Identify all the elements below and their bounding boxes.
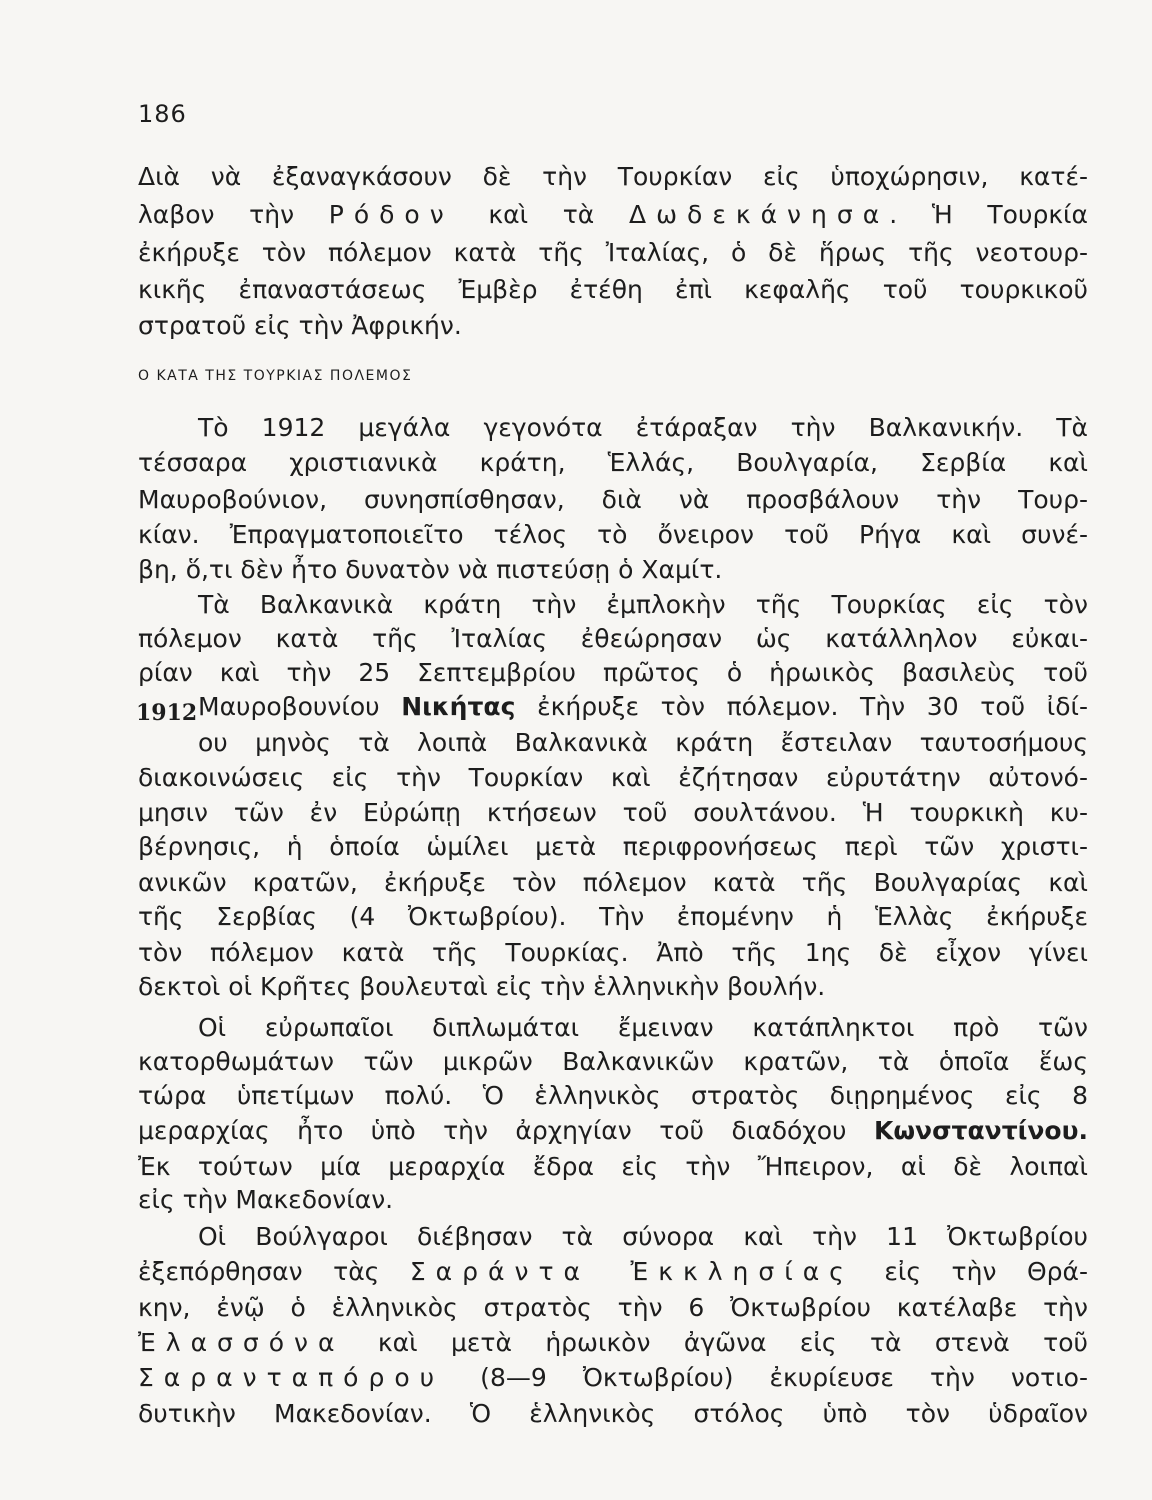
text-line: Σαρανταπόρου (8—9 Ὀκτωβρίου) ἐκυρίευσε τὴν νοτιο-: [138, 1363, 1088, 1392]
emphasized-place: Ἐλασσόνα: [138, 1328, 345, 1357]
text-line: ἐκήρυξε τὸν πόλεμον κατὰ τῆς Ἰταλίας, ὁ δὲ ἥρως τῆς νεοτουρ-: [138, 238, 1088, 267]
text-line: Οἱ εὐρωπαῖοι διπλωμάται ἔμειναν κατάπληκτοι πρὸ τῶν: [198, 1013, 1088, 1042]
text-line: ἐξεπόρθησαν τὰς Σαράντα Ἐκκλησίας εἰς τὴν Θρά-: [138, 1257, 1088, 1286]
section-heading: Ο ΚΑΤΑ ΤΗΣ ΤΟΥΡΚΙΑΣ ΠΟΛΕΜΟΣ: [138, 368, 413, 384]
text-line: Διὰ νὰ ἐξαναγκάσουν δὲ τὴν Τουρκίαν εἰς ὑποχώρησιν, κατέ-: [138, 162, 1088, 191]
text-line: δεκτοὶ οἱ Κρῆτες βουλευταὶ εἰς τὴν ἑλληνικὴν βουλήν.: [138, 972, 826, 1001]
text-line: Οἱ Βούλγαροι διέβησαν τὰ σύνορα καὶ τὴν 11 Ὀκτωβρίου: [198, 1222, 1088, 1251]
emphasized-place: Σαράντα Ἐκκλησίας: [409, 1257, 854, 1286]
text-line: κατορθωμάτων τῶν μικρῶν Βαλκανικῶν κρατῶν, τὰ ὁποῖα ἕως: [138, 1047, 1088, 1076]
text-line: Τὸ 1912 μεγάλα γεγονότα ἐτάραξαν τὴν Βαλκανικήν. Τὰ: [198, 413, 1088, 442]
text-line: κην, ἐνῷ ὁ ἑλληνικὸς στρατὸς τὴν 6 Ὀκτωβρίου κατέλαβε τὴν: [138, 1293, 1088, 1322]
emphasized-place: Ρόδον: [328, 200, 454, 229]
text-line: Μαυροβουνίου Νικήτας ἐκήρυξε τὸν πόλεμον. Τὴν 30 τοῦ ἰδί-: [198, 692, 1088, 721]
text-line: πόλεμον κατὰ τῆς Ἰταλίας ἐθεώρησαν ὡς κατάλληλον εὐκαι-: [138, 624, 1088, 653]
emphasized-place: Δωδεκάνησα: [628, 200, 890, 229]
emphasized-name: Κωνσταντίνου.: [873, 1116, 1088, 1145]
text-line: τέσσαρα χριστιανικὰ κράτη, Ἑλλάς, Βουλγαρία, Σερβία καὶ: [138, 448, 1088, 477]
text-line: τὸν πόλεμον κατὰ τῆς Τουρκίας. Ἀπὸ τῆς 1ης δὲ εἶχον γίνει: [138, 938, 1088, 967]
text-line: εἰς τὴν Μακεδονίαν.: [138, 1185, 394, 1214]
text-line: ρίαν καὶ τὴν 25 Σεπτεμβρίου πρῶτος ὁ ἡρωικὸς βασιλεὺς τοῦ: [138, 658, 1088, 687]
margin-year: 1912: [136, 700, 198, 726]
text-line: βέρνησις, ἡ ὁποία ὡμίλει μετὰ περιφρονήσεως περὶ τῶν χριστι-: [138, 832, 1088, 861]
text-line: τώρα ὑπετίμων πολύ. Ὁ ἑλληνικὸς στρατὸς διῃρημένος εἰς 8: [138, 1081, 1088, 1110]
emphasized-name: Νικήτας: [401, 692, 516, 721]
text-line: τῆς Σερβίας (4 Ὀκτωβρίου). Τὴν ἐπομένην ἡ Ἑλλὰς ἐκήρυξε: [138, 902, 1088, 931]
page-number: 186: [138, 100, 187, 128]
text-line: λαβον τὴν Ρόδον καὶ τὰ Δωδεκάνησα. Ἡ Τουρκία: [138, 200, 1088, 229]
text-line: Ἐλασσόνα καὶ μετὰ ἡρωικὸν ἀγῶνα εἰς τὰ στενὰ τοῦ: [138, 1328, 1088, 1357]
text-line: ανικῶν κρατῶν, ἐκήρυξε τὸν πόλεμον κατὰ τῆς Βουλγαρίας καὶ: [138, 868, 1088, 897]
text-line: μησιν τῶν ἐν Εὐρώπῃ κτήσεων τοῦ σουλτάνου. Ἡ τουρκικὴ κυ-: [138, 798, 1088, 827]
text-line: βη, ὅ,τι δὲν ἦτο δυνατὸν νὰ πιστεύσῃ ὁ Χαμίτ.: [138, 555, 723, 584]
text-line: κικῆς ἐπαναστάσεως Ἐμβὲρ ἐτέθη ἐπὶ κεφαλῆς τοῦ τουρκικοῦ: [138, 275, 1088, 304]
text-line: Μαυροβούνιον, συνησπίσθησαν, διὰ νὰ προσβάλουν τὴν Τουρ-: [138, 485, 1088, 514]
text-line: κίαν. Ἐπραγματοποιεῖτο τέλος τὸ ὄνειρον τοῦ Ρήγα καὶ συνέ-: [138, 520, 1088, 549]
text-line: διακοινώσεις εἰς τὴν Τουρκίαν καὶ ἐζήτησαν εὐρυτάτην αὐτονό-: [138, 763, 1088, 792]
text-line: στρατοῦ εἰς τὴν Ἀφρικήν.: [138, 311, 462, 340]
text-line: Τὰ Βαλκανικὰ κράτη τὴν ἐμπλοκὴν τῆς Τουρκίας εἰς τὸν: [198, 590, 1088, 619]
text-line: δυτικὴν Μακεδονίαν. Ὁ ἑλληνικὸς στόλος ὑπὸ τὸν ὑδραῖον: [138, 1399, 1088, 1428]
emphasized-place: Σαρανταπόρου: [138, 1363, 445, 1392]
text-line: ου μηνὸς τὰ λοιπὰ Βαλκανικὰ κράτη ἔστειλαν ταυτοσήμους: [198, 728, 1088, 757]
text-line: Ἐκ τούτων μία μεραρχία ἔδρα εἰς τὴν Ἤπειρον, αἱ δὲ λοιπαὶ: [138, 1152, 1088, 1181]
text-line: μεραρχίας ἦτο ὑπὸ τὴν ἀρχηγίαν τοῦ διαδόχου Κωνσταντίνου.: [138, 1116, 1088, 1145]
